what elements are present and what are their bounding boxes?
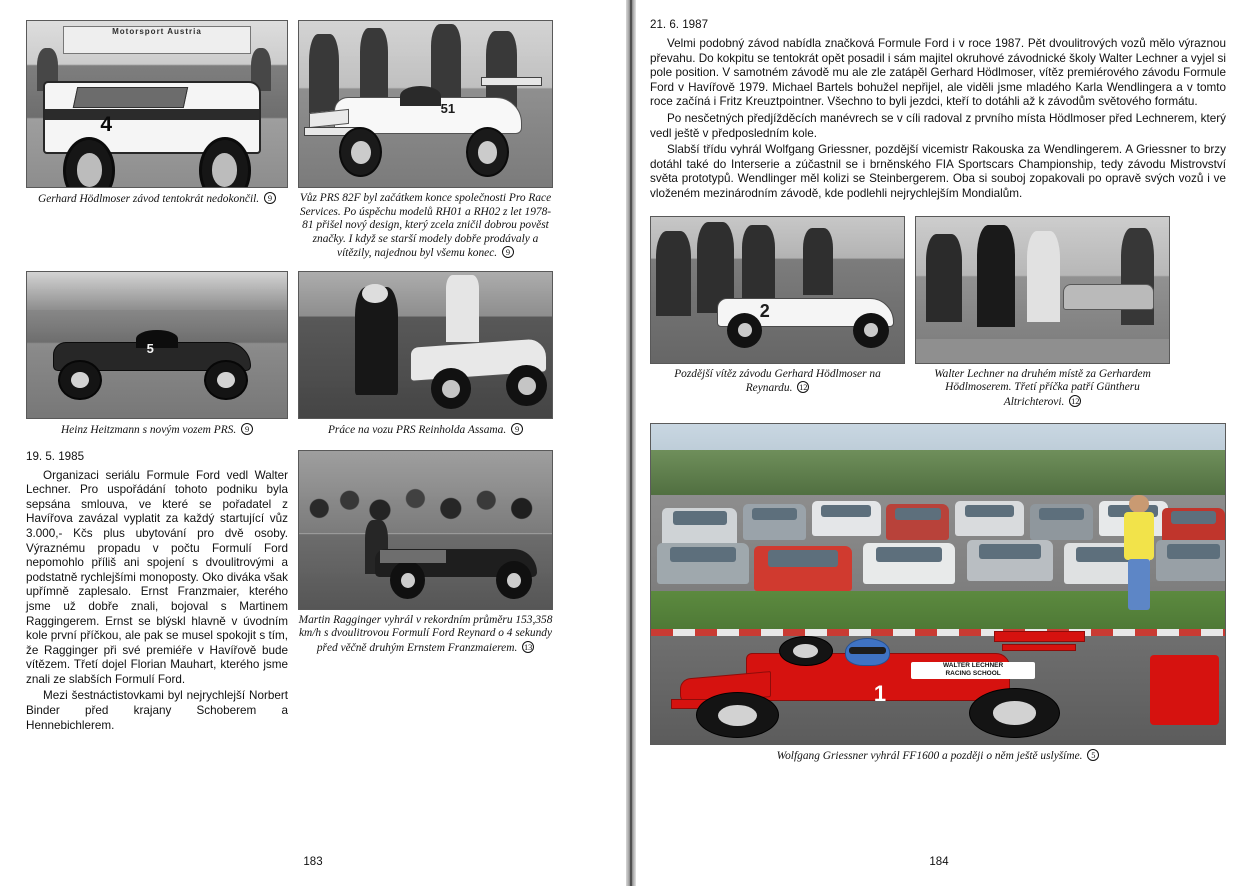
- car-number: 1: [873, 681, 887, 707]
- caption-number: 9: [264, 192, 276, 204]
- photo-lechner-podium: [915, 216, 1170, 364]
- car-number: 5: [146, 340, 154, 356]
- parked-car: [955, 501, 1024, 536]
- caption-text: Wolfgang Griessner vyhrál FF1600 a později o něm ještě uslyšíme.: [776, 750, 1083, 763]
- left-photo-row-1: [26, 20, 602, 261]
- book-gutter: [626, 0, 636, 886]
- caption-number: 9: [511, 423, 523, 435]
- caption-griessner-ff1600: [650, 749, 1226, 764]
- photo-ragginger-grid: [298, 450, 553, 610]
- caption-text: Martin Ragginger vyhrál v rekordním průměru 153,358 km/h s dvoulitrovou Formulí Ford Reynard o 4 sekundy před věčně druhým Ernstem Franzmaierem.: [298, 613, 553, 654]
- caption-assam-prs-work: [298, 423, 553, 438]
- caption-text: Heinz Heitzmann s novým vozem PRS.: [60, 423, 237, 436]
- parked-car: [1156, 540, 1226, 582]
- caption-number: 13: [523, 642, 533, 652]
- livery-decal: [911, 662, 1035, 679]
- race-car-number-1: [680, 623, 1093, 732]
- caption-text: Walter Lechner na druhém místě za Gerhardem Hödlmoserem. Třetí příčka patří Güntheru Altrichterovi.: [934, 367, 1151, 408]
- second-race-car: [1150, 655, 1219, 725]
- caption-text: Pozdější vítěz závodu Gerhard Hödlmoser na Reynardu.: [674, 367, 881, 395]
- page-number-left: 183: [303, 856, 323, 868]
- paragraph: Mezi šestnáctistovkami byl nejrychlejší Norbert Binder před krajany Schoberem a Hennebichlerem.: [26, 689, 288, 732]
- right-page: [626, 0, 1252, 886]
- caption-number: 5: [1087, 749, 1099, 761]
- paragraph: Po nesčetných předjížděcích manévrech se v cíli radoval z prvního místa Hödlmoser před Lechnerem, který vedl ještě v předposledním kole.: [650, 111, 1226, 140]
- caption-text: Vůz PRS 82F byl začátkem konce společnosti Pro Race Services. Po úspěchu modelů RH01 a RH02 z let 1978-81 přišel nový design, který zcela zničil dobrou pověst značky. I když se starší modely dobře prodávaly a vítězily, najednou byl všemu konec.: [299, 192, 552, 260]
- parked-car: [863, 543, 955, 585]
- photo-hoedlmoser-touring-car: [26, 20, 288, 188]
- dateline: 19. 5. 1985: [26, 449, 85, 463]
- caption-text: Práce na vozu PRS Reinholda Assama.: [327, 423, 507, 436]
- car-number: 2: [759, 301, 770, 322]
- parked-car: [743, 504, 806, 539]
- parked-car: [967, 540, 1053, 582]
- caption-hoedlmoser-reynard: [650, 368, 905, 396]
- photo-assam-prs-work: [298, 271, 553, 419]
- parked-car: [812, 501, 881, 536]
- caption-number: 9: [502, 246, 514, 258]
- photo-heitzmann-prs: [26, 271, 288, 419]
- figure-hoedlmoser-touring-car: [26, 20, 288, 261]
- left-photo-row-2: [26, 271, 602, 438]
- caption-ragginger-grid: [298, 614, 553, 656]
- paragraph: Velmi podobný závod nabídla značková Formule Ford i v roce 1987. Pět dvoulitrových vozů mělo výraznou převahu. Do kokpitu se tentokrát opět posadil i sám majitel okruhové závodnické školy Walter Lechner a vyjel si pole position. V samotném závodě mu ale zle zatápěl Gerhard Hödlmoser, vítěz premiérového závodu Formule Ford v Havířově 1979. Michael Bartels bohužel nepřijel, ale viděli jsme mladého Karla Wendlingera a v tomto roce začíná i Fritz Kreuztpointner. Všechno to byli jezdci, kteří to dotáhli až k závodům světového formátu.: [650, 37, 1226, 109]
- parked-car: [886, 504, 949, 539]
- photo-prs-82f: [298, 20, 553, 188]
- figure-ragginger-grid: [298, 450, 553, 736]
- caption-lechner-podium: [915, 368, 1170, 410]
- caption-text: Gerhard Hödlmoser závod tentokrát nedokončil.: [38, 193, 260, 205]
- parked-car: [1030, 504, 1093, 539]
- livery-line-1: WALTER LECHNER: [943, 661, 1004, 669]
- car-number: 51: [440, 100, 456, 116]
- caption-prs-82f: [298, 192, 553, 261]
- car-number: 4: [100, 113, 113, 137]
- caption-number: 12: [799, 383, 808, 393]
- figure-griessner-ff1600: [650, 423, 1226, 764]
- caption-hoedlmoser-touring-car: [26, 192, 288, 207]
- left-text-and-photo-section: [26, 450, 602, 736]
- article-1987: [650, 18, 1226, 202]
- photo-griessner-ff1600: [650, 423, 1226, 745]
- standing-person: [1122, 495, 1156, 610]
- parked-car: [662, 508, 737, 546]
- parked-car: [657, 543, 749, 585]
- trackside-banner: [63, 26, 250, 54]
- parked-car: [754, 546, 852, 591]
- figure-heitzmann-prs: [26, 271, 288, 438]
- article-1985: [26, 450, 288, 736]
- caption-heitzmann-prs: [26, 423, 288, 438]
- right-photo-row: [650, 216, 1226, 410]
- figure-assam-prs-work: [298, 271, 553, 438]
- page-number-right: 184: [929, 856, 949, 868]
- figure-lechner-podium: [915, 216, 1170, 410]
- livery-line-2: RACING SCHOOL: [945, 669, 1001, 677]
- paragraph: Slabší třídu vyhrál Wolfgang Griessner, pozdější vicemistr Rakouska za Wendlingerem. A Griessner to brzy dotáhl také do Interserie a zúčastnil se i brněnského FIA Sportscars Championship, tedy závodu Mistrovství světa prototypů. Wendlinger měl kolizi se Steinbergerem. Oba si souboj zopakovali po opravě svých vozů i ve vloženém mezinárodním závodě, kde podlehli nejrychlejším Mondialům.: [650, 143, 1226, 200]
- caption-number: 12: [1071, 396, 1080, 406]
- parked-car: [1162, 508, 1225, 543]
- banner-text: Motorsport Austria: [112, 26, 202, 36]
- dateline: 21. 6. 1987: [650, 18, 709, 31]
- figure-prs-82f: [298, 20, 553, 261]
- photo-hoedlmoser-reynard: [650, 216, 905, 364]
- paragraph: Organizaci seriálu Formule Ford vedl Walter Lechner. Pro uspořádání tohoto podniku byla sepsána smlouva, ve které se pořadatel z Havířova zavázal vyplatit za každý startující vůz 3.000,- Kčs plus ubytování pro dvě osoby. Výraznému propadu v počtu Formulí Ford nepomohlo příliš ani spojení s dvoulitrovými a podstatně rychlejšími monoposty. Oko diváka však upřímně zaplesalo. Ernst Franzmaier, kterého jsme už dobře znali, bojoval s Martinem Raggingerem. Ernst se blýskl hlavně v úvodním kole první příčkou, ale pak se musel spokojit s tím, že Ragginger při své premiéře v Havířově bude vítězem. Třetí dojel Florian Mauhart, kterého jsme znali ze slabších Formulí Ford.: [26, 468, 288, 686]
- figure-hoedlmoser-reynard: [650, 216, 905, 410]
- caption-number: 9: [241, 423, 253, 435]
